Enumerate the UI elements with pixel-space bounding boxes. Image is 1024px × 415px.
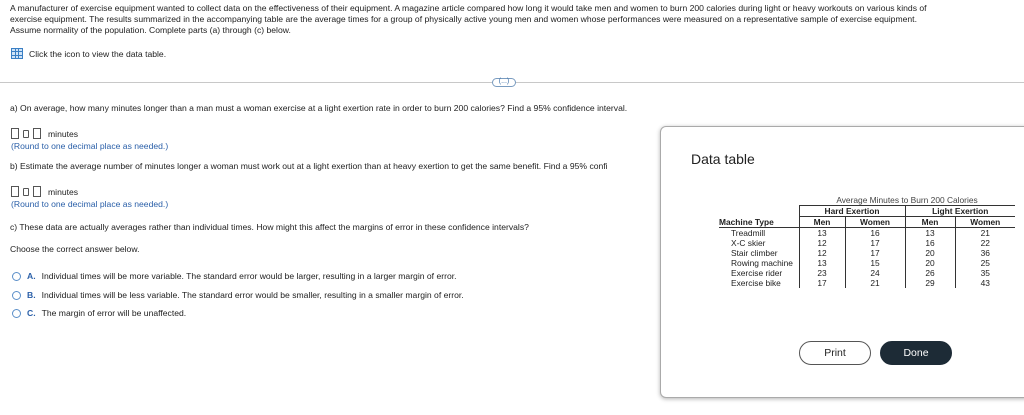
part-a-lower-input[interactable] xyxy=(11,128,19,139)
dialog-title: Data table xyxy=(691,151,755,167)
option-b-text[interactable]: Individual times will be less variable. The standard error would be smaller, resulting in a smaller margin of error. xyxy=(41,290,464,300)
hard-men-cell: 17 xyxy=(799,278,845,288)
hard-exertion-header: Hard Exertion xyxy=(799,206,905,217)
option-b[interactable] xyxy=(12,290,464,300)
option-a-text[interactable]: Individual times will be more variable. The standard error would be larger, resulting in a larger margin of error. xyxy=(41,271,457,281)
table-caption: Average Minutes to Burn 200 Calories xyxy=(836,195,978,205)
part-b-answer-row xyxy=(11,186,78,197)
machine-cell: Exercise rider xyxy=(719,268,799,278)
light-women-cell: 25 xyxy=(980,258,990,268)
table-row xyxy=(719,248,1015,258)
data-table-wrapper xyxy=(719,195,1015,288)
light-men-header: Men xyxy=(905,217,955,228)
part-c-instruction: Choose the correct answer below. xyxy=(10,244,140,254)
data-table-link[interactable] xyxy=(11,48,166,59)
option-c-text[interactable]: The margin of error will be unaffected. xyxy=(41,308,187,318)
data-table-dialog xyxy=(660,126,1024,398)
light-women-cell: 36 xyxy=(980,248,990,258)
option-c[interactable] xyxy=(12,308,186,318)
part-a-question: a) On average, how many minutes longer than a man must a woman exercise at a light exertion rate in order to burn 200 calories? Find a 95% confidence interval. xyxy=(10,103,628,113)
hard-men-cell: 12 xyxy=(799,248,845,258)
data-table-body xyxy=(719,228,1015,289)
part-b-comma xyxy=(23,188,29,196)
part-b-question: b) Estimate the average number of minutes longer a woman must work out at a light exertion than at heavy exertion to get the same benefit. Find a 95% confi xyxy=(10,161,608,171)
hard-women-cell: 24 xyxy=(845,268,905,278)
machine-cell: Rowing machine xyxy=(719,258,799,268)
hard-men-cell: 23 xyxy=(799,268,845,278)
part-b-hint: (Round to one decimal place as needed.) xyxy=(11,199,169,209)
option-c-radio[interactable] xyxy=(12,309,21,318)
light-men-cell: 16 xyxy=(905,238,955,248)
option-b-letter: B. xyxy=(27,290,36,300)
light-men-cell: 29 xyxy=(905,278,955,288)
option-a[interactable] xyxy=(12,271,457,281)
part-a-hint: (Round to one decimal place as needed.) xyxy=(11,141,169,151)
table-row xyxy=(719,268,1015,278)
data-table-link-label[interactable]: Click the icon to view the data table. xyxy=(29,48,167,59)
table-row xyxy=(719,258,1015,268)
intro-line-3: Assume normality of the population. Complete parts (a) through (c) below. xyxy=(10,25,291,35)
light-women-cell: 43 xyxy=(980,278,990,288)
hard-men-cell: 12 xyxy=(799,238,845,248)
option-c-letter: C. xyxy=(27,308,36,318)
machine-type-header: Machine Type xyxy=(719,217,799,228)
part-a-answer-row xyxy=(11,128,78,139)
table-icon[interactable] xyxy=(11,48,23,59)
intro-line-1: A manufacturer of exercise equipment wanted to collect data on the effectiveness of their equipment. A magazine article compared how long it would take men and women to burn 200 calories during light or heavy workouts on various kinds of xyxy=(10,3,927,13)
part-c-question: c) These data are actually averages rather than individual times. How might this affect the margins of error in these confidence intervals? xyxy=(10,222,529,232)
part-b-upper-input[interactable] xyxy=(33,186,41,197)
hard-men-cell: 13 xyxy=(799,228,845,239)
light-men-cell: 20 xyxy=(905,248,955,258)
part-b-unit: minutes xyxy=(48,186,79,197)
light-women-cell: 21 xyxy=(980,228,990,238)
part-a-comma xyxy=(23,130,29,138)
light-exertion-header: Light Exertion xyxy=(905,206,1015,217)
hard-men-cell: 13 xyxy=(799,258,845,268)
machine-cell: Exercise bike xyxy=(719,278,799,288)
hard-women-cell: 21 xyxy=(845,278,905,288)
option-a-letter: A. xyxy=(27,271,36,281)
intro-line-2: exercise equipment. The results summarized in the accompanying table are the average times for a group of physically active young men and women whose performances were measured on a representative sample of exercise equipment. xyxy=(10,14,917,24)
part-a-upper-input[interactable] xyxy=(33,128,41,139)
expand-button[interactable]: (...) xyxy=(492,78,516,87)
light-women-cell: 22 xyxy=(980,238,990,248)
machine-cell: Treadmill xyxy=(719,228,799,239)
light-women-cell: 35 xyxy=(980,268,990,278)
machine-cell: Stair climber xyxy=(719,248,799,258)
light-men-cell: 26 xyxy=(905,268,955,278)
light-men-cell: 20 xyxy=(905,258,955,268)
hard-women-cell: 17 xyxy=(845,248,905,258)
part-b-lower-input[interactable] xyxy=(11,186,19,197)
table-row xyxy=(719,238,1015,248)
hard-men-header: Men xyxy=(799,217,845,228)
hard-women-cell: 16 xyxy=(845,228,905,239)
part-a-unit: minutes xyxy=(48,128,79,139)
problem-intro xyxy=(10,3,1020,36)
light-men-cell: 13 xyxy=(905,228,955,239)
print-button[interactable]: Print xyxy=(799,341,871,365)
option-b-radio[interactable] xyxy=(12,291,21,300)
data-table xyxy=(719,195,1015,288)
option-a-radio[interactable] xyxy=(12,272,21,281)
light-women-header: Women xyxy=(955,217,1015,228)
machine-cell: X-C skier xyxy=(719,238,799,248)
hard-women-header: Women xyxy=(845,217,905,228)
table-row xyxy=(719,278,1015,288)
hard-women-cell: 15 xyxy=(845,258,905,268)
table-row xyxy=(719,228,1015,239)
hard-women-cell: 17 xyxy=(845,238,905,248)
done-button[interactable]: Done xyxy=(880,341,952,365)
